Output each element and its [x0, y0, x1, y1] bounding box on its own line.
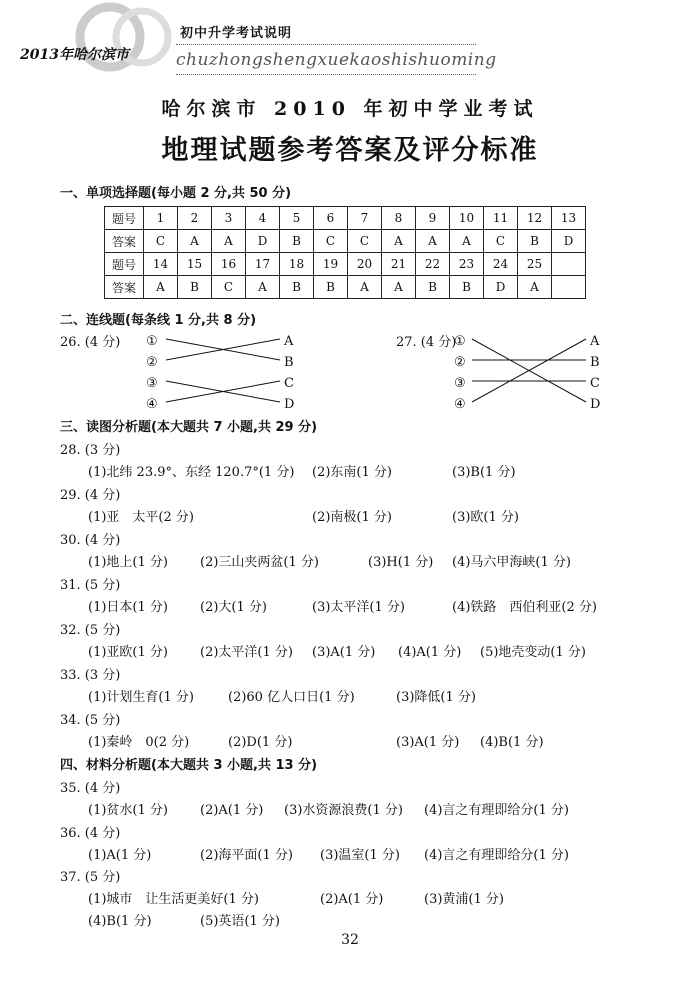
table-cell: 11: [484, 207, 518, 230]
section1-title: 一、单项选择题(每小题 2 分,共 50 分): [60, 186, 292, 201]
question-label: 32. (5 分): [60, 623, 121, 638]
table-cell: 13: [552, 207, 586, 230]
answer-text: (2)海平面(1 分): [200, 848, 293, 863]
table-cell: 2: [178, 207, 212, 230]
answer-text: (1)亚欧(1 分): [88, 645, 168, 660]
header-year-city: 2013年哈尔滨市: [20, 47, 129, 63]
match-right-item: D: [284, 397, 295, 412]
answer-text: (2)南极(1 分): [312, 510, 392, 525]
table-cell: D: [246, 230, 280, 253]
table-cell: 14: [144, 253, 178, 276]
table-cell: 22: [416, 253, 450, 276]
question-label: 33. (3 分): [60, 668, 121, 683]
table-cell: D: [484, 276, 518, 299]
answer-text: (5)英语(1 分): [200, 914, 280, 929]
table-cell: 21: [382, 253, 416, 276]
table-cell: A: [382, 276, 416, 299]
answer-text: (1)A(1 分): [88, 848, 152, 863]
answer-text: (4)A(1 分): [398, 645, 462, 660]
answer-text: (4)B(1 分): [88, 914, 152, 929]
answer-text: (3)黄浦(1 分): [424, 892, 504, 907]
table-row: [105, 207, 586, 230]
answer-text: (3)温室(1 分): [320, 848, 400, 863]
question-label: 27. (4 分): [396, 335, 457, 350]
match-left-item: ④: [146, 397, 158, 412]
table-cell: [552, 276, 586, 299]
table-cell: C: [314, 230, 348, 253]
answer-text: (3)降低(1 分): [396, 690, 476, 705]
answer-text: (4)马六甲海峡(1 分): [452, 555, 571, 570]
table-cell: 10: [450, 207, 484, 230]
table-row: [105, 253, 586, 276]
table-cell: C: [212, 276, 246, 299]
answer-text: (2)A(1 分): [320, 892, 384, 907]
question-label: 30. (4 分): [60, 533, 121, 548]
header-pinyin: chuzhongshengxuekaoshishuoming: [176, 50, 497, 70]
section4-title: 四、材料分析题(本大题共 3 小题,共 13 分): [60, 758, 318, 773]
table-cell: B: [178, 276, 212, 299]
match-left-item: ①: [454, 334, 466, 349]
table-cell: A: [246, 276, 280, 299]
table-cell: A: [178, 230, 212, 253]
answer-text: (2)太平洋(1 分): [200, 645, 293, 660]
table-cell: B: [280, 276, 314, 299]
row-label: 答案: [105, 276, 144, 299]
table-cell: 15: [178, 253, 212, 276]
table-cell: 24: [484, 253, 518, 276]
answer-text: (3)欧(1 分): [452, 510, 519, 525]
answer-text: (4)言之有理即给分(1 分): [424, 848, 569, 863]
table-cell: 5: [280, 207, 314, 230]
table-cell: [552, 253, 586, 276]
table-cell: 1: [144, 207, 178, 230]
answer-text: (4)言之有理即给分(1 分): [424, 803, 569, 818]
answer-text: (3)水资源浪费(1 分): [284, 803, 403, 818]
table-cell: A: [212, 230, 246, 253]
match-right-item: C: [590, 376, 600, 391]
answer-text: (2)A(1 分): [200, 803, 264, 818]
table-cell: 3: [212, 207, 246, 230]
answer-text: (2)东南(1 分): [312, 465, 392, 480]
answer-text: (3)太平洋(1 分): [312, 600, 405, 615]
answer-text: (4)铁路 西伯利亚(2 分): [452, 600, 597, 615]
question-label: 36. (4 分): [60, 826, 121, 841]
table-cell: A: [450, 230, 484, 253]
answer-text: (5)地壳变动(1 分): [480, 645, 586, 660]
match-left-column: [454, 331, 466, 415]
table-cell: D: [552, 230, 586, 253]
match-right-item: D: [590, 397, 601, 412]
table-cell: 17: [246, 253, 280, 276]
table-cell: C: [144, 230, 178, 253]
answer-text: (2)60 亿人口日(1 分): [228, 690, 355, 705]
answer-text: (2)三山夹两盆(1 分): [200, 555, 319, 570]
answer-text: (3)B(1 分): [452, 465, 516, 480]
match-right-item: A: [590, 334, 600, 349]
match-lines-q27: [470, 331, 590, 415]
match-right-item: A: [284, 334, 294, 349]
header-divider: [176, 44, 476, 45]
question-label: 34. (5 分): [60, 713, 121, 728]
match-right-column: [590, 331, 600, 415]
answer-text: (1)计划生育(1 分): [88, 690, 194, 705]
answer-text: (2)大(1 分): [200, 600, 267, 615]
answer-text: (2)D(1 分): [228, 735, 293, 750]
match-left-column: [146, 331, 158, 415]
match-left-item: ②: [146, 355, 158, 370]
table-cell: 7: [348, 207, 382, 230]
table-cell: 12: [518, 207, 552, 230]
answer-text: (1)地上(1 分): [88, 555, 168, 570]
answer-text: (3)A(1 分): [312, 645, 376, 660]
table-cell: B: [450, 276, 484, 299]
table-cell: B: [518, 230, 552, 253]
table-cell: 19: [314, 253, 348, 276]
match-left-item: ①: [146, 334, 158, 349]
table-cell: 9: [416, 207, 450, 230]
match-lines-q26: [164, 331, 284, 415]
answer-text: (1)城市 让生活更美好(1 分): [88, 892, 259, 907]
answer-text: (3)A(1 分): [396, 735, 460, 750]
table-cell: A: [144, 276, 178, 299]
match-left-item: ②: [454, 355, 466, 370]
answer-text: (1)北纬 23.9°、东经 120.7°(1 分): [88, 465, 295, 480]
table-cell: B: [314, 276, 348, 299]
section2-title: 二、连线题(每条线 1 分,共 8 分): [60, 313, 257, 328]
table-cell: 4: [246, 207, 280, 230]
match-right-item: B: [284, 355, 294, 370]
table-cell: 8: [382, 207, 416, 230]
page-number: 32: [341, 932, 359, 948]
match-left-item: ③: [454, 376, 466, 391]
table-cell: C: [484, 230, 518, 253]
answer-text: (1)秦岭 0(2 分): [88, 735, 190, 750]
table-row: [105, 230, 586, 253]
section3-title: 三、读图分析题(本大题共 7 小题,共 29 分): [60, 420, 318, 435]
answer-table: [104, 206, 586, 299]
match-right-item: C: [284, 376, 294, 391]
match-left-item: ③: [146, 376, 158, 391]
table-cell: 18: [280, 253, 314, 276]
question-label: 29. (4 分): [60, 488, 121, 503]
header-subtitle: 初中升学考试说明: [180, 26, 293, 41]
table-row: [105, 276, 586, 299]
table-cell: A: [382, 230, 416, 253]
match-left-item: ④: [454, 397, 466, 412]
question-label: 37. (5 分): [60, 870, 121, 885]
table-cell: B: [280, 230, 314, 253]
match-right-item: B: [590, 355, 600, 370]
match-right-column: [284, 331, 294, 415]
row-label: 题号: [105, 253, 144, 276]
table-cell: 16: [212, 253, 246, 276]
question-label: 26. (4 分): [60, 335, 121, 350]
exam-title: 哈尔滨市 2010 年初中学业考试: [161, 98, 539, 120]
table-cell: 23: [450, 253, 484, 276]
table-cell: 25: [518, 253, 552, 276]
answer-key-title: 地理试题参考答案及评分标准: [161, 135, 539, 166]
answer-text: (1)日本(1 分): [88, 600, 168, 615]
answer-text: (1)亚 太平(2 分): [88, 510, 194, 525]
table-cell: A: [416, 230, 450, 253]
table-cell: C: [348, 230, 382, 253]
table-cell: A: [518, 276, 552, 299]
table-cell: 6: [314, 207, 348, 230]
table-cell: A: [348, 276, 382, 299]
question-label: 35. (4 分): [60, 781, 121, 796]
answer-text: (3)H(1 分): [368, 555, 434, 570]
question-label: 31. (5 分): [60, 578, 121, 593]
row-label: 题号: [105, 207, 144, 230]
answer-text: (4)B(1 分): [480, 735, 544, 750]
question-label: 28. (3 分): [60, 443, 121, 458]
table-cell: B: [416, 276, 450, 299]
answer-text: (1)贫水(1 分): [88, 803, 168, 818]
row-label: 答案: [105, 230, 144, 253]
header-divider: [176, 74, 476, 75]
table-cell: 20: [348, 253, 382, 276]
